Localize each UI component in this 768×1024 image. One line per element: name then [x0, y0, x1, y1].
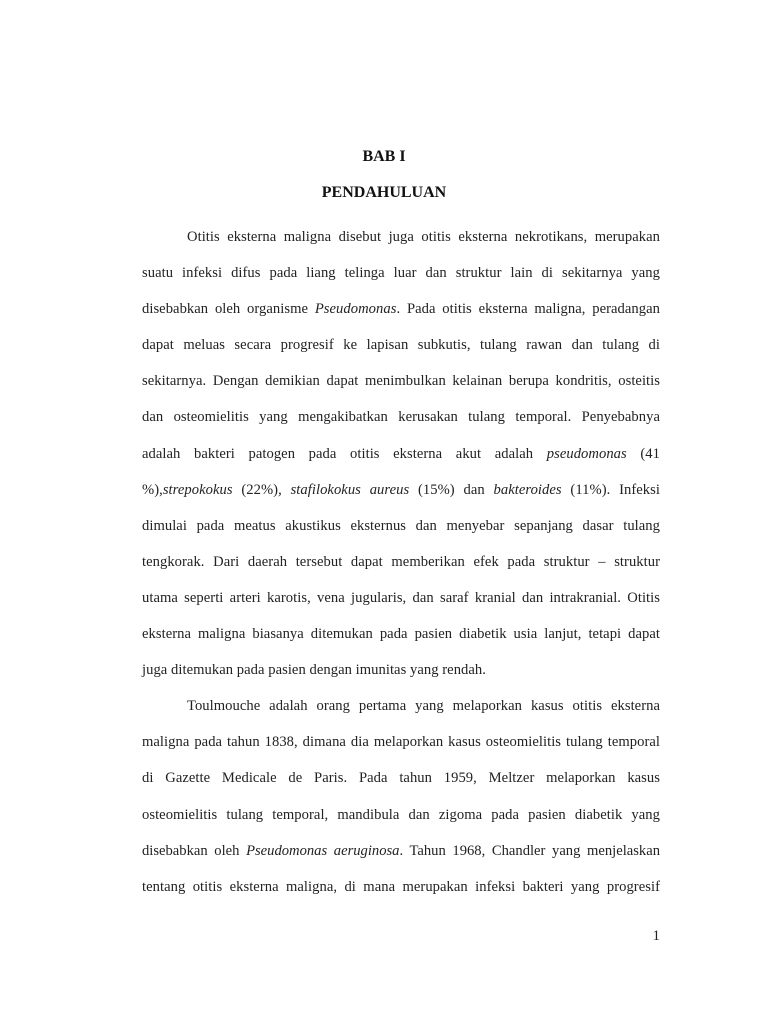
- chapter-heading: BAB I: [362, 148, 406, 165]
- text-line: dan osteomielitis yang mengakibatkan kerusakan tulang temporal. Penyebabnya: [142, 409, 660, 426]
- chapter-title: PENDAHULUAN: [321, 184, 447, 201]
- italic-term: stafilokokus aureus: [290, 481, 410, 498]
- paragraph-1: [142, 219, 660, 688]
- page-number: 1: [652, 928, 660, 944]
- italic-term: bakteroides: [493, 481, 562, 498]
- text-line: suatu infeksi difus pada liang telinga luar dan struktur lain di sekitarnya yang: [142, 265, 660, 282]
- paragraph-2: [142, 688, 660, 905]
- text-line: maligna pada tahun 1838, dimana dia melaporkan kasus osteomielitis tulang temporal: [142, 734, 660, 751]
- italic-term: Pseudomonas aeruginosa: [246, 842, 400, 859]
- text-line: disebabkan oleh Pseudomonas aeruginosa. Tahun 1968, Chandler yang menjelaskan: [142, 842, 660, 859]
- text-line: juga ditemukan pada pasien dengan imunitas yang rendah.: [142, 662, 486, 679]
- text-line: Otitis eksterna maligna disebut juga otitis eksterna nekrotikans, merupakan: [187, 229, 660, 245]
- text-line: disebabkan oleh organisme Pseudomonas. Pada otitis eksterna maligna, peradangan: [142, 301, 660, 318]
- text-line: di Gazette Medicale de Paris. Pada tahun 1959, Meltzer melaporkan kasus: [142, 770, 660, 787]
- body-text: [142, 219, 660, 905]
- text-line: tentang otitis eksterna maligna, di mana merupakan infeksi bakteri yang progresif: [142, 878, 660, 895]
- italic-term: strepokokus: [162, 481, 233, 498]
- text-line: adalah bakteri patogen pada otitis eksterna akut adalah pseudomonas (41: [142, 445, 660, 462]
- text-line: dapat meluas secara progresif ke lapisan subkutis, tulang rawan dan tulang di: [142, 337, 660, 354]
- text-line: dimulai pada meatus akustikus eksternus dan menyebar sepanjang dasar tulang: [142, 517, 660, 534]
- text-line: utama seperti arteri karotis, vena jugularis, dan saraf kranial dan intrakranial. Otitis: [142, 589, 660, 606]
- text-line: osteomielitis tulang temporal, mandibula dan zigoma pada pasien diabetik yang: [142, 806, 660, 823]
- text-line: eksterna maligna biasanya ditemukan pada pasien diabetik usia lanjut, tetapi dapat: [142, 626, 660, 643]
- italic-term: pseudomonas: [546, 445, 627, 462]
- text-line: %),strepokokus (22%), stafilokokus aureus (15%) dan bakteroides (11%). Infeksi: [142, 481, 660, 498]
- text-line: Toulmouche adalah orang pertama yang melaporkan kasus otitis eksterna: [187, 698, 660, 715]
- text-line: sekitarnya. Dengan demikian dapat menimbulkan kelainan berupa kondritis, osteitis: [142, 373, 660, 390]
- italic-term: Pseudomonas: [314, 301, 397, 318]
- text-line: tengkorak. Dari daerah tersebut dapat memberikan efek pada struktur – struktur: [142, 553, 660, 570]
